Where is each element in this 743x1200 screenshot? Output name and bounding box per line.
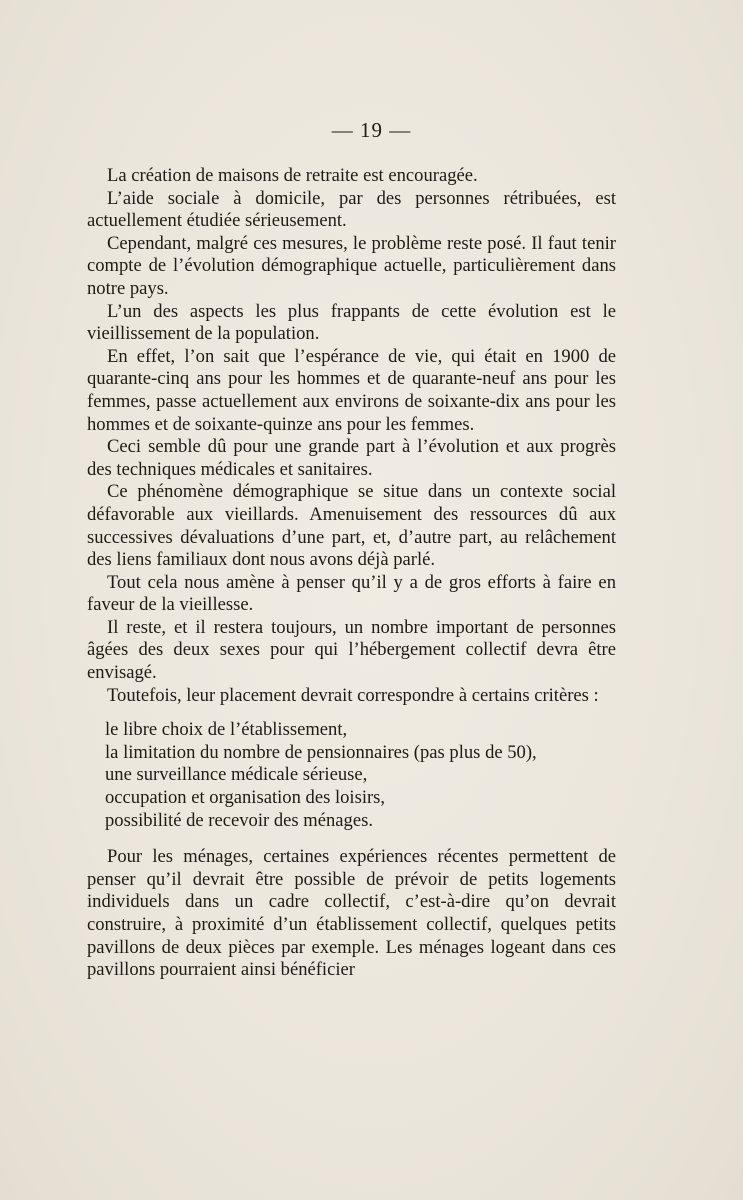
page-number: — 19 — xyxy=(331,118,412,142)
paragraph: En effet, l’on sait que l’espérance de vie, qui était en 1900 de quarante-cinq ans pour les hommes et de quarante-neuf ans pour les femmes, passe actuellement aux environs de soixante-dix ans pour les hommes et de soixante-quinze ans pour les femmes. xyxy=(87,345,616,435)
criteria-item: possibilité de recevoir des ménages. xyxy=(105,809,373,831)
paragraph: L’aide sociale à domicile, par des personnes rétribuées, est actuellement étudiée sérieusement. xyxy=(87,187,616,232)
paragraph: Il reste, et il restera toujours, un nombre important de personnes âgées des deux sexes pour qui l’hébergement collectif devra être envisagé. xyxy=(87,616,616,684)
paragraph: Ceci semble dû pour une grande part à l’évolution et aux progrès des techniques médicales et sanitaires. xyxy=(87,436,616,480)
paragraph: Cependant, malgré ces mesures, le problème reste posé. Il faut tenir compte de l’évolution démographique actuelle, particulièrement dans notre pays. xyxy=(87,232,616,299)
criteria-item: occupation et organisation des loisirs, xyxy=(105,787,386,809)
criteria-list xyxy=(87,719,616,832)
paragraph: Toutefois, leur placement devrait correspondre à certains critères : xyxy=(107,684,599,706)
criteria-item: le libre choix de l’établissement, xyxy=(105,719,348,741)
paragraph: L’un des aspects les plus frappants de cette évolution est le vieillissement de la population. xyxy=(87,300,616,345)
paragraph: Ce phénomène démographique se situe dans un contexte social défavorable aux vieillards. Amenuisement des ressources dû aux successives dévaluations d’une part, et, d’autre part, au relâchement des liens familiaux dont nous avons déjà parlé. xyxy=(87,481,616,571)
criteria-item: une surveillance médicale sérieuse, xyxy=(105,764,368,786)
paragraph: La création de maisons de retraite est encouragée. xyxy=(107,165,478,186)
body-text xyxy=(87,165,616,982)
paragraph: Pour les ménages, certaines expériences récentes permettent de penser qu’il devrait être possible de prévoir de petits logements individuels dans un cadre collectif, c’est-à-dire qu’on devrait construire, à proximité d’un établissement collectif, quelques petits pavillons de deux pièces par exemple. Les ménages logeant dans ces pavillons pourraient ainsi bénéficier xyxy=(87,846,616,981)
paragraph: Tout cela nous amène à penser qu’il y a de gros efforts à faire en faveur de la vieillesse. xyxy=(87,571,616,616)
criteria-item: la limitation du nombre de pensionnaires (pas plus de 50), xyxy=(105,741,537,763)
